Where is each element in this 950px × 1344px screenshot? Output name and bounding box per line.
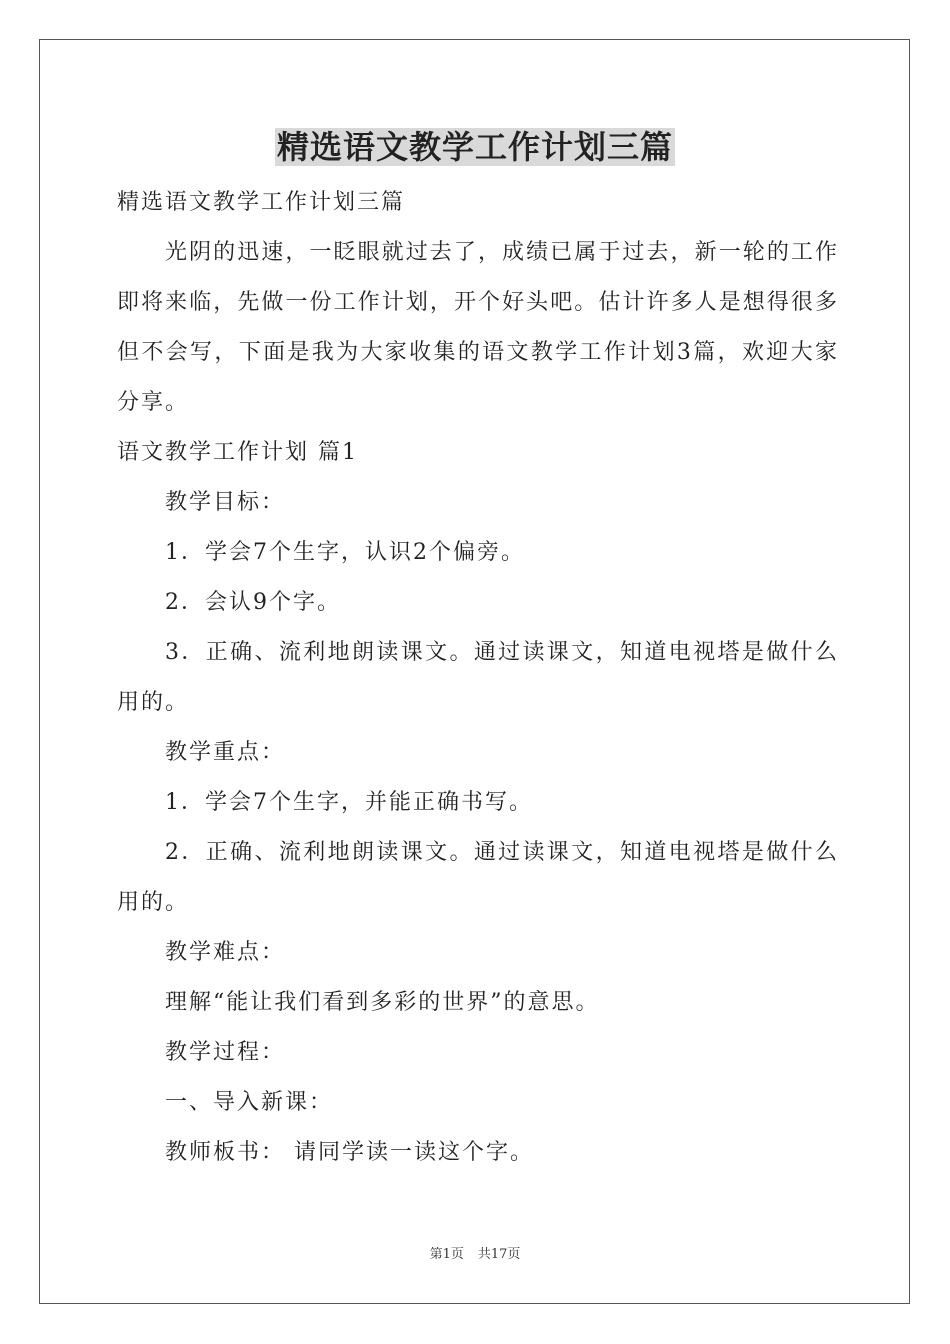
focus-item-2: 2．正确、流利地朗读课文。通过读课文，知道电视塔是做什么用的。	[117, 840, 839, 915]
label-teaching-focus: 教学重点：	[165, 740, 286, 765]
label-teaching-process: 教学过程：	[165, 1040, 286, 1065]
intro-paragraph: 光阴的迅速，一眨眼就过去了，成绩已属于过去，新一轮的工作即将来临，先做一份工作计划，开个好头吧。估计许多人是想得很多但不会写，下面是我为大家收集的语文教学工作计划3篇，欢迎大家分享。	[117, 240, 839, 415]
document-title-text: 精选语文教学工作计划三篇	[276, 128, 673, 166]
process-step-1: 一、导入新课：	[165, 1090, 334, 1115]
total-pages: 共17页	[477, 1247, 521, 1262]
difficulty-item: 理解“能让我们看到多彩的世界”的意思。	[165, 990, 600, 1015]
document-title	[0, 122, 950, 172]
section-heading: 语文教学工作计划 篇1	[117, 440, 358, 465]
page-footer	[0, 1246, 950, 1264]
focus-item-1: 1．学会7个生字，并能正确书写。	[165, 790, 533, 815]
document-body	[117, 178, 839, 1178]
goal-item-3: 3．正确、流利地朗读课文。通过读课文，知道电视塔是做什么用的。	[117, 640, 839, 715]
page-number: 第1页	[429, 1247, 464, 1262]
label-teaching-goals: 教学目标：	[165, 490, 286, 515]
goal-item-2: 2．会认9个字。	[165, 590, 341, 615]
document-subtitle: 精选语文教学工作计划三篇	[117, 190, 406, 215]
label-teaching-difficulty: 教学难点：	[165, 940, 286, 965]
blackboard-line: 教师板书： 请同学读一读这个字。	[165, 1140, 534, 1165]
goal-item-1: 1．学会7个生字，认识2个偏旁。	[165, 540, 525, 565]
